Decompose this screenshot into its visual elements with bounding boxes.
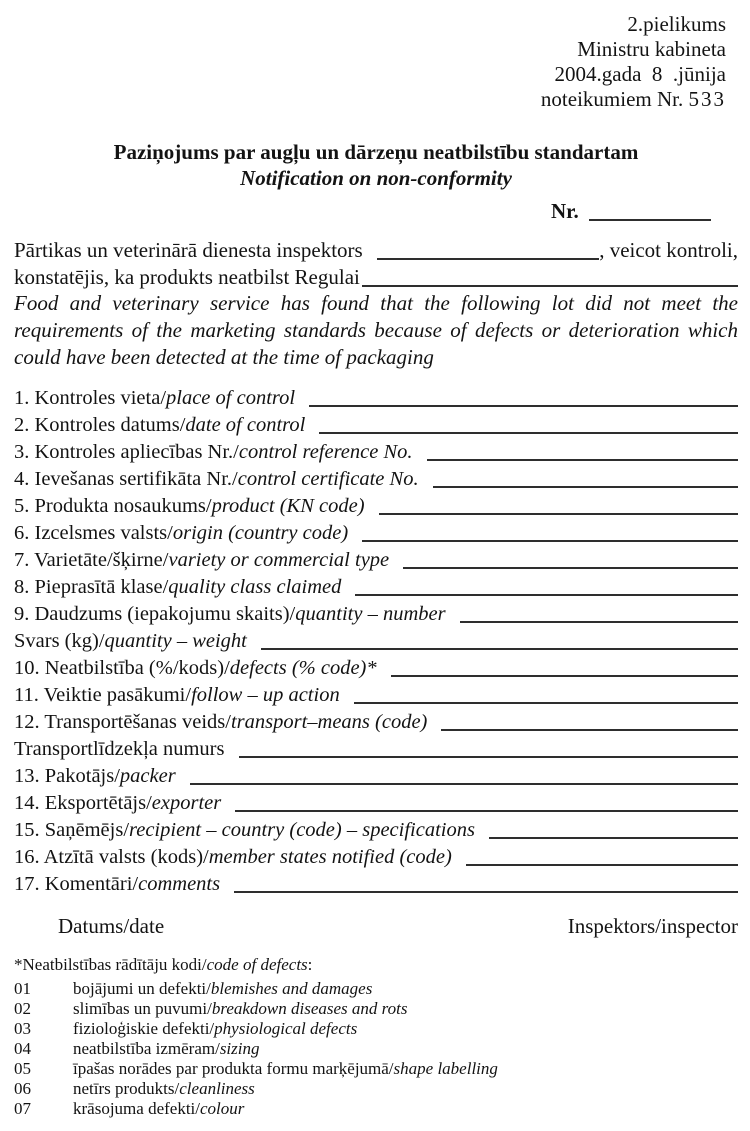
intro-line-2 <box>14 263 738 290</box>
field-blank-line <box>403 567 738 569</box>
page-subtitle: Notification on non-conformity <box>240 166 512 190</box>
date-label: Datums/date <box>58 914 165 938</box>
defect-label-lv: neatbilstība izmēram/ <box>73 1039 220 1058</box>
intro-paragraph <box>14 236 738 371</box>
defect-code-row <box>14 979 738 999</box>
annex-reference-block <box>14 0 738 112</box>
field-label-lv: 4. Ievešanas sertifikāta Nr./ <box>14 468 238 490</box>
defect-label-lv: īpašas norādes par produkta formu marķējumā/ <box>73 1059 394 1078</box>
defect-label-lv: krāsojuma defekti/ <box>73 1099 200 1118</box>
field-row-17 <box>14 869 738 896</box>
nr-label: Nr. <box>551 199 579 223</box>
defect-code: 03 <box>14 1019 31 1038</box>
field-blank-line <box>261 648 738 650</box>
field-row-13 <box>14 761 738 788</box>
annex-regulation-prefix: noteikumiem Nr. <box>540 87 689 111</box>
field-row-2 <box>14 410 738 437</box>
field-blank-line <box>460 621 738 623</box>
field-label-en: quantity – number <box>295 603 446 625</box>
field-blank-line <box>391 675 738 677</box>
signature-row <box>14 912 738 939</box>
annex-line: 2.pielikums <box>627 12 726 36</box>
regulai-blank-line <box>362 285 738 287</box>
field-row-6 <box>14 518 738 545</box>
page-title: Paziņojums par augļu un dārzeņu neatbilstību standartam <box>113 140 639 164</box>
field-blank-line <box>433 486 738 488</box>
defect-code-row <box>14 999 738 1019</box>
intro-english-text: Food and veterinary service has found that the following lot did not meet the requirements of the marketing standards because of defects or deterioration which could have been detected at the time of packaging <box>14 291 738 369</box>
annex-line: 2004.gada 8 .jūnija <box>554 62 726 86</box>
intro-regulai-text: konstatējis, ka produkts neatbilst Regulai <box>14 265 360 289</box>
field-label-en: quality class claimed <box>168 576 342 598</box>
field-blank-line <box>190 783 738 785</box>
field-label-en: defects (% code)* <box>229 657 377 679</box>
defect-code-row <box>14 1059 738 1079</box>
defect-code-row <box>14 1079 738 1099</box>
inspector-blank-line <box>377 258 599 260</box>
field-row-4 <box>14 464 738 491</box>
field-blank-line <box>235 810 738 812</box>
intro-inspector-text: Pārtikas un veterinārā dienesta inspektors <box>14 238 363 262</box>
defect-code: 07 <box>14 1099 31 1118</box>
field-row-vehicle-number <box>14 734 738 761</box>
field-label-en: date of control <box>185 414 306 436</box>
defect-label-en: sizing <box>219 1039 260 1058</box>
defect-label-en: blemishes and damages <box>210 979 373 998</box>
field-row-16 <box>14 842 738 869</box>
intro-kontroli-text: , veicot kontroli, <box>599 238 738 262</box>
field-blank-line <box>362 540 738 542</box>
field-label-en: origin (country code) <box>172 522 349 544</box>
defect-codes-footnote <box>14 955 738 1119</box>
field-label-lv: 13. Pakotājs/ <box>14 765 120 787</box>
defect-label-lv: bojājumi un defekti/ <box>73 979 211 998</box>
field-blank-line <box>319 432 738 434</box>
field-label-lv: Svars (kg)/ <box>14 630 105 652</box>
field-label-en: exporter <box>151 792 222 814</box>
defect-code: 06 <box>14 1079 31 1098</box>
field-blank-line <box>489 837 738 839</box>
field-label-en: quantity – weight <box>104 630 247 652</box>
field-label-en: member states notified (code) <box>208 846 452 868</box>
defect-code: 05 <box>14 1059 31 1078</box>
field-label-en: control reference No. <box>238 441 413 463</box>
field-label-en: transport–means (code) <box>230 711 428 733</box>
field-label-lv: 7. Varietāte/šķirne/ <box>14 549 169 571</box>
defect-code: 01 <box>14 979 31 998</box>
field-label-lv: 17. Komentāri/ <box>14 873 139 895</box>
field-blank-line <box>355 594 738 596</box>
field-blank-line <box>441 729 738 731</box>
field-label-lv: 6. Izcelsmes valsts/ <box>14 522 173 544</box>
field-row-15 <box>14 815 738 842</box>
field-label-lv: 9. Daudzums (iepakojumu skaits)/ <box>14 603 296 625</box>
defect-code: 02 <box>14 999 31 1018</box>
field-label-en: product (KN code) <box>211 495 365 517</box>
field-blank-line <box>427 459 738 461</box>
defect-label-en: physiological defects <box>214 1019 358 1038</box>
field-blank-line <box>234 891 738 893</box>
field-label-lv: 12. Transportēšanas veids/ <box>14 711 231 733</box>
defect-code-row <box>14 1039 738 1059</box>
field-label-lv: 15. Saņēmējs/ <box>14 819 130 841</box>
field-label-lv: 11. Veiktie pasākumi/ <box>14 684 192 706</box>
field-blank-line <box>309 405 738 407</box>
field-label-lv: 10. Neatbilstība (%/kods)/ <box>14 657 230 679</box>
field-row-5 <box>14 491 738 518</box>
field-row-8 <box>14 572 738 599</box>
defect-label-en: shape labelling <box>393 1059 498 1078</box>
field-blank-line <box>354 702 738 704</box>
field-label-en: control certificate No. <box>237 468 419 490</box>
footnote-title-colon: : <box>307 955 313 974</box>
defect-label-en: breakdown diseases and rots <box>211 999 408 1018</box>
field-row-14 <box>14 788 738 815</box>
footnote-title-en: code of defects <box>206 955 308 974</box>
defect-code-row <box>14 1019 738 1039</box>
field-row-3 <box>14 437 738 464</box>
field-label-lv: 1. Kontroles vieta/ <box>14 387 167 409</box>
field-label-lv: 5. Produkta nosaukums/ <box>14 495 212 517</box>
field-label-en: comments <box>138 873 221 895</box>
document-number-line <box>551 197 738 224</box>
field-row-weight <box>14 626 738 653</box>
field-row-1 <box>14 383 738 410</box>
field-row-7 <box>14 545 738 572</box>
defect-label-lv: fizioloģiskie defekti/ <box>73 1019 215 1038</box>
footnote-title <box>14 955 738 979</box>
field-row-12 <box>14 707 738 734</box>
defect-label-lv: netīrs produkts/ <box>73 1079 180 1098</box>
annex-line <box>14 87 726 112</box>
intro-line-1 <box>14 236 738 263</box>
annex-regulation-number: 533 <box>688 87 726 111</box>
footnote-title-lv: *Neatbilstības rādītāju kodi/ <box>14 955 207 974</box>
field-label-en: variety or commercial type <box>168 549 390 571</box>
defect-label-en: colour <box>200 1099 245 1118</box>
form-fields <box>14 383 738 896</box>
field-row-10 <box>14 653 738 680</box>
field-label-en: follow – up action <box>191 684 340 706</box>
field-label-en: packer <box>119 765 176 787</box>
field-blank-line <box>239 756 739 758</box>
inspector-label: Inspektors/inspector <box>567 914 738 938</box>
field-blank-line <box>379 513 738 515</box>
nr-blank-line <box>589 219 711 221</box>
field-label-lv: 16. Atzītā valsts (kods)/ <box>14 846 209 868</box>
field-label-lv: 8. Pieprasītā klase/ <box>14 576 169 598</box>
field-label-lv: 14. Eksportētājs/ <box>14 792 152 814</box>
field-blank-line <box>466 864 738 866</box>
annex-line: Ministru kabineta <box>577 37 726 61</box>
field-label-en: recipient – country (code) – specifications <box>129 819 475 841</box>
field-row-11 <box>14 680 738 707</box>
field-label-en: place of control <box>166 387 296 409</box>
field-row-9 <box>14 599 738 626</box>
defect-label-lv: slimības un puvumi/ <box>73 999 212 1018</box>
defect-label-en: cleanliness <box>179 1079 255 1098</box>
defect-code-row <box>14 1099 738 1119</box>
field-label-lv: Transportlīdzekļa numurs <box>14 738 225 760</box>
defect-code: 04 <box>14 1039 31 1058</box>
field-label-lv: 3. Kontroles apliecības Nr./ <box>14 441 239 463</box>
field-label-lv: 2. Kontroles datums/ <box>14 414 186 436</box>
